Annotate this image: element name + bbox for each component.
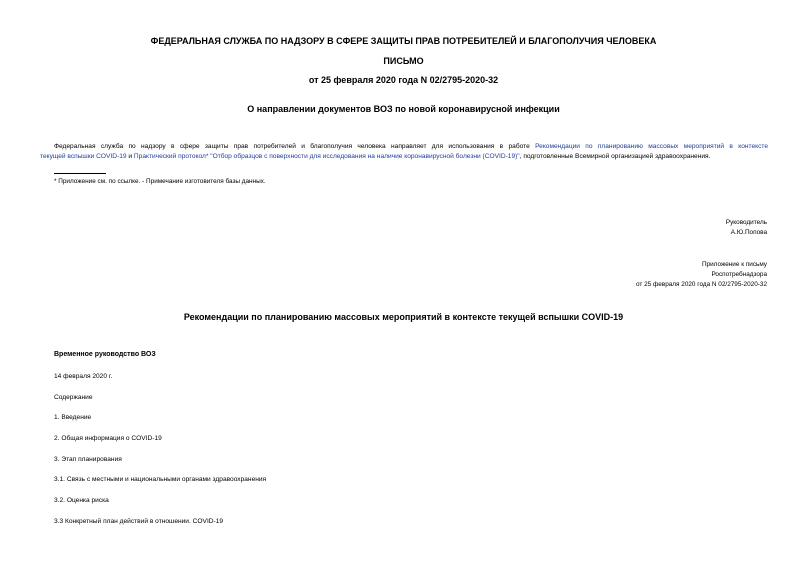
toc-item: 3. Этап планирования	[54, 456, 122, 463]
signature-name: А.Ю.Попова	[730, 229, 767, 236]
link-recommendations-line1[interactable]: Рекомендации по планированию массовых мероприятий в контексте	[535, 143, 768, 150]
body-paragraph	[40, 142, 768, 162]
body-text-after: , подготовленные Всемирной организацией здравоохранения.	[519, 153, 711, 160]
toc-item: 1. Введение	[54, 414, 92, 421]
link-recommendations-line2[interactable]: текущей вспышки COVID-19	[40, 153, 127, 160]
contents-label: Содержание	[54, 394, 93, 401]
guide-date: 14 февраля 2020 г.	[54, 373, 113, 380]
link-practical-protocol[interactable]: Практический протокол* "Отбор образцов с поверхности для исследования на наличие коронавирусной болезни (COVID-19)"	[133, 153, 520, 160]
body-text-before: Федеральная служба по надзору в сфере защиты прав потребителей и благополучия человека направляет для использования в работе	[54, 143, 536, 150]
doc-date-number: от 25 февраля 2020 года N 02/2795-2020-32	[308, 75, 499, 85]
guide-label: Временное руководство ВОЗ	[54, 351, 156, 358]
appendix-ref-line1: Приложение к письму	[701, 261, 767, 268]
doc-type: ПИСЬМО	[383, 56, 424, 66]
appendix-ref-line3: от 25 февраля 2020 года N 02/2795-2020-32	[635, 281, 767, 288]
toc-item: 2. Общая информация о COVID-19	[54, 435, 162, 442]
doc-subject: О направлении документов ВОЗ по новой коронавирусной инфекции	[247, 104, 560, 114]
footnote-text: * Приложение см. по ссылке. - Примечание изготовителя базы данных.	[54, 178, 266, 185]
appendix-ref-line2: Роспотребнадзора	[711, 271, 767, 278]
toc-item: 3.3 Конкретный план действий в отношении. COVID-19	[54, 518, 224, 525]
footnote-divider	[54, 173, 106, 174]
body-paragraph-line1	[40, 142, 768, 152]
agency-title: ФЕДЕРАЛЬНАЯ СЛУЖБА ПО НАДЗОРУ В СФЕРЕ ЗАЩИТЫ ПРАВ ПОТРЕБИТЕЛЕЙ И БЛАГОПОЛУЧИЯ ЧЕЛОВЕКА	[150, 36, 657, 46]
body-and: и	[126, 153, 134, 160]
appendix-title: Рекомендации по планированию массовых мероприятий в контексте текущей вспышки COVID-19	[183, 312, 624, 322]
signature-title: Руководитель	[725, 219, 767, 226]
toc-item: 3.2. Оценка риска	[54, 497, 109, 504]
toc-item: 3.1. Связь с местными и национальными органами здравоохранения	[54, 476, 267, 483]
